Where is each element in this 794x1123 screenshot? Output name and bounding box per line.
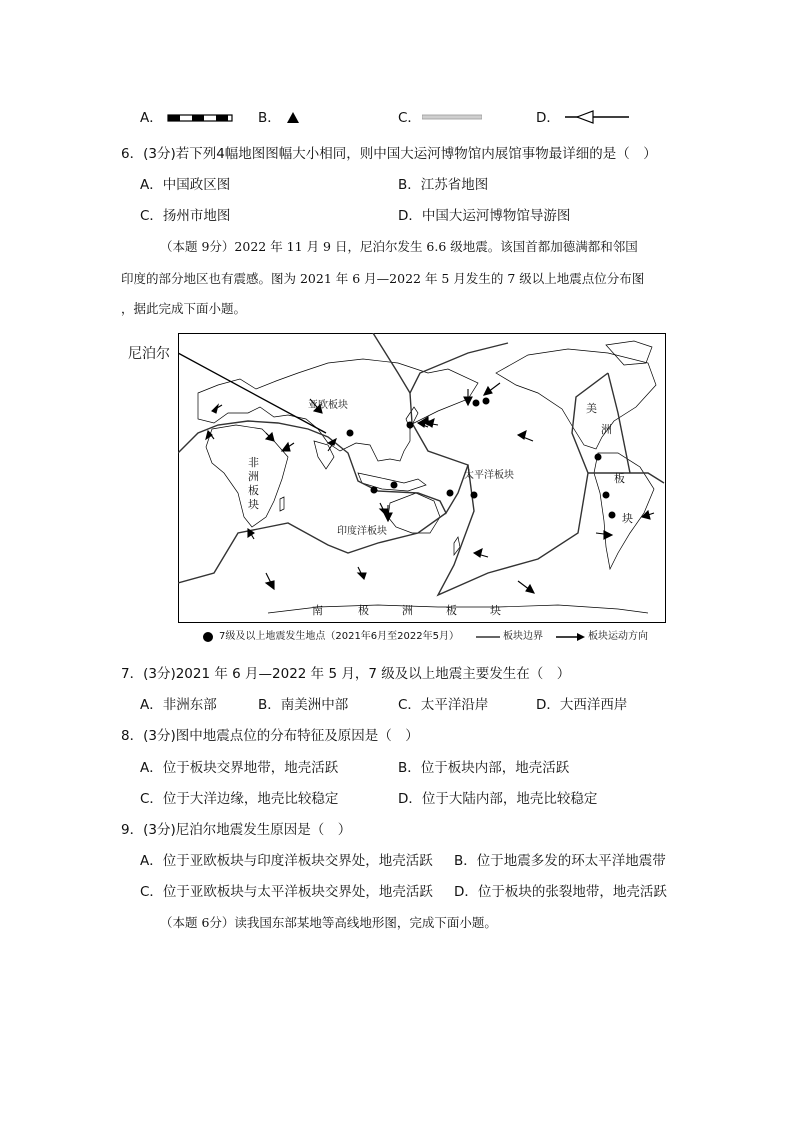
map-label-african-4: 块 xyxy=(248,498,259,511)
q9-stem: 9．(3分)尼泊尔地震发生原因是（ ） xyxy=(121,822,352,838)
q9-option-b[interactable]: B．位于地震多发的环太平洋地震带 xyxy=(454,853,666,869)
map-label-pacific-plate: 太平洋板块 xyxy=(464,470,514,481)
q7-stem: 7．(3分)2021 年 6 月—2022 年 5 月，7 级及以上地震主要发生在（ ） xyxy=(121,666,571,682)
q9-option-d[interactable]: D．位于板块的张裂地带，地壳活跃 xyxy=(454,884,667,900)
q6-option-b[interactable]: B．江苏省地图 xyxy=(398,177,489,193)
double-line-icon xyxy=(422,113,482,121)
q5-option-d[interactable]: D． xyxy=(536,110,560,126)
q8-option-c[interactable]: C．位于大洋边缘，地壳比较稳定 xyxy=(140,791,339,807)
map-label-african-2: 洲 xyxy=(248,470,259,483)
q6-option-c[interactable]: C．扬州市地图 xyxy=(140,208,231,224)
intro-line-1: （本题 9分）2022 年 11 月 9 日，尼泊尔发生 6.6 级地震。该国首都加德满都和邻国 xyxy=(160,239,638,254)
map-label-american-1: 美 xyxy=(586,402,597,415)
map-label-eurasian-plate: 亚欧板块 xyxy=(308,400,348,411)
q7-option-a[interactable]: A．非洲东部 xyxy=(140,697,217,713)
intro2-line-1: （本题 6分）读我国东部某地等高线地形图，完成下面小题。 xyxy=(160,915,497,930)
legend-boundary-line-icon xyxy=(476,634,500,640)
intro-line-3: ，据此完成下面小题。 xyxy=(121,301,247,316)
map-label-african-3: 板 xyxy=(248,484,259,497)
map-label-african-1: 非 xyxy=(248,456,259,469)
triangle-icon xyxy=(286,111,300,124)
q7-option-b[interactable]: B．南美洲中部 xyxy=(258,697,349,713)
intro-line-2: 印度的部分地区也有震感。图为 2021 年 6 月—2022 年 5 月发生的 7 级以上地震点位分布图 xyxy=(121,271,645,286)
q5-option-c[interactable]: C． xyxy=(398,110,421,126)
q8-option-d[interactable]: D．位于大陆内部，地壳比较稳定 xyxy=(398,791,598,807)
q8-stem: 8．(3分)图中地震点位的分布特征及原因是（ ） xyxy=(121,728,419,744)
arrow-left-icon xyxy=(563,110,631,124)
q5-option-b[interactable]: B． xyxy=(258,110,281,126)
map-label-american-4: 块 xyxy=(622,512,633,525)
dashed-rail-line-icon xyxy=(167,113,233,123)
legend-motion-label: 板块运动方向 xyxy=(588,631,648,642)
map-label-american-2: 洲 xyxy=(601,423,612,436)
map-label-antarctic-1: 南 xyxy=(312,604,323,617)
map-label-antarctic-5: 块 xyxy=(490,604,501,617)
q7-option-c[interactable]: C．太平洋沿岸 xyxy=(398,697,489,713)
legend-quake-dot-icon xyxy=(202,631,214,643)
q9-option-c[interactable]: C．位于亚欧板块与太平洋板块交界处，地壳活跃 xyxy=(140,884,433,900)
map-label-antarctic-3: 洲 xyxy=(402,604,413,617)
map-label-antarctic-2: 极 xyxy=(358,604,369,617)
q7-option-d[interactable]: D．大西洋西岸 xyxy=(536,697,628,713)
legend-motion-arrow-icon xyxy=(556,631,586,643)
q6-stem: 6．(3分)若下列4幅地图图幅大小相同，则中国大运河博物馆内展馆事物最详细的是（ ） xyxy=(121,146,657,162)
q6-option-d[interactable]: D．中国大运河博物馆导游图 xyxy=(398,208,571,224)
q9-option-a[interactable]: A．位于亚欧板块与印度洋板块交界处，地壳活跃 xyxy=(140,853,433,869)
map-label-american-3: 板 xyxy=(614,472,625,485)
legend-boundary-label: 板块边界 xyxy=(503,631,543,642)
q5-option-a[interactable]: A． xyxy=(140,110,163,126)
q8-option-b[interactable]: B．位于板块内部，地壳活跃 xyxy=(398,760,570,776)
map-label-antarctic-4: 板 xyxy=(446,604,457,617)
q8-option-a[interactable]: A．位于板块交界地带，地壳活跃 xyxy=(140,760,339,776)
map-label-indian-plate: 印度洋板块 xyxy=(337,526,387,537)
legend-quake-label: 7级及以上地震发生地点（2021年6月至2022年5月） xyxy=(219,631,459,642)
map-label-nepal: 尼泊尔 xyxy=(128,346,170,362)
q6-option-a[interactable]: A．中国政区图 xyxy=(140,177,231,193)
